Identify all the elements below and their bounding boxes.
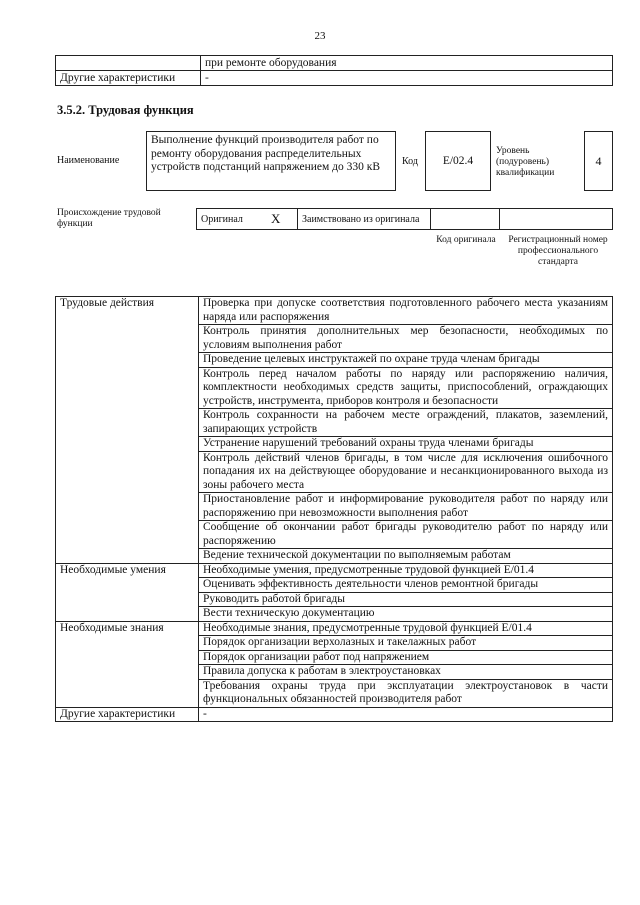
qualification-level-box: 4 (584, 131, 613, 191)
code-label: Код (402, 156, 418, 167)
section-title: Трудовые действия (56, 297, 199, 325)
section-item: Оценивать эффективность деятельности членов ремонтной бригады (199, 578, 613, 593)
table-row (56, 679, 613, 707)
table-row (56, 56, 613, 71)
function-name-box: Выполнение функций производителя работ по ремонту оборудования распределительных устройств подстанций напряжением до 330 кВ (146, 131, 396, 191)
table-row (56, 549, 613, 564)
original-mark: X (267, 209, 298, 230)
table-row (56, 707, 613, 722)
table-row (197, 209, 613, 230)
section-heading: 3.5.2. Трудовая функция (57, 103, 194, 117)
code-caption: Код оригинала (436, 235, 496, 245)
section-title-continuation (56, 607, 199, 622)
table-row (56, 71, 613, 86)
origin-table (196, 208, 613, 230)
section-item: Контроль действий членов бригады, в том числе для исключения ошибочного попадания их на действующее оборудование и несанкционированного выхода из зоны рабочего места (199, 451, 613, 493)
table-row (56, 650, 613, 665)
table-row (56, 297, 613, 325)
section-item: Необходимые умения, предусмотренные трудовой функцией E/01.4 (199, 563, 613, 578)
table-row (56, 493, 613, 521)
table-row (56, 592, 613, 607)
section-title-continuation (56, 578, 199, 593)
section-title-continuation (56, 325, 199, 353)
table-row (56, 409, 613, 437)
section-item: Контроль принятия дополнительных мер безопасности, необходимых по условиям выполнения работ (199, 325, 613, 353)
section-item: Ведение технической документации по выполняемым работам (199, 549, 613, 564)
section-title-continuation (56, 353, 199, 368)
qualification-level-label: Уровень (подуровень) квалификации (496, 146, 555, 178)
table-cell-label (56, 56, 201, 71)
table-row (56, 367, 613, 409)
section-title-continuation (56, 437, 199, 452)
section-title-continuation (56, 409, 199, 437)
table-row (56, 451, 613, 493)
table-row (56, 353, 613, 368)
section-item: Необходимые знания, предусмотренные трудовой функцией E/01.4 (199, 621, 613, 636)
section-item: Требования охраны труда при эксплуатации электроустановок в части функциональных обязанностей производителя работ (199, 679, 613, 707)
function-code-box: E/02.4 (425, 131, 491, 191)
section-title-continuation (56, 636, 199, 651)
origin-label: Происхождение трудовой функции (57, 208, 161, 229)
table-row (56, 665, 613, 680)
section-item: Контроль перед началом работы по наряду или распоряжению наличия, комплектности необходимых средств защиты, приспособлений, ограждающих устройств, инструмента, приборов контроля и безопасности (199, 367, 613, 409)
section-title-continuation (56, 549, 199, 564)
section-title-continuation (56, 665, 199, 680)
original-label: Оригинал (197, 209, 268, 230)
table-row (56, 325, 613, 353)
page-number: 23 (314, 30, 326, 42)
table-row (56, 521, 613, 549)
table-row (56, 621, 613, 636)
section-title: Необходимые умения (56, 563, 199, 578)
registration-number-cell (500, 209, 613, 230)
section-title-continuation (56, 679, 199, 707)
table-cell-value: - (201, 71, 613, 86)
registration-caption: Регистрационный номер профессионального стандарта (508, 235, 608, 267)
section-item: Контроль сохранности на рабочем месте ограждений, плакатов, заземлений, запирающих устройств (199, 409, 613, 437)
original-code-cell (431, 209, 500, 230)
section-title-continuation (56, 493, 199, 521)
table-cell-label: Другие характеристики (56, 71, 201, 86)
section-title: Другие характеристики (56, 707, 199, 722)
section-title-continuation (56, 521, 199, 549)
section-item: Устранение нарушений требований охраны труда членами бригады (199, 437, 613, 452)
table-row (56, 437, 613, 452)
previous-function-table (55, 55, 613, 86)
section-item: Порядок организации верхолазных и такелажных работ (199, 636, 613, 651)
table-cell-value: при ремонте оборудования (201, 56, 613, 71)
borrowed-label: Заимствовано из оригинала (298, 209, 431, 230)
section-item: Проверка при допуске соответствия подготовленного рабочего места указаниям наряда или распоряжения (199, 297, 613, 325)
section-item: Проведение целевых инструктажей по охране труда членам бригады (199, 353, 613, 368)
table-row (56, 578, 613, 593)
section-item: Порядок организации работ под напряжением (199, 650, 613, 665)
section-item: Сообщение об окончании работ бригады руководителю работ по наряду или распоряжению (199, 521, 613, 549)
section-item: Вести техническую документацию (199, 607, 613, 622)
section-title-continuation (56, 592, 199, 607)
section-title-continuation (56, 650, 199, 665)
labor-function-table (55, 296, 613, 722)
section-item: Приостановление работ и информирование руководителя работ по наряду или распоряжению при невозможности выполнения работ (199, 493, 613, 521)
name-label: Наименование (57, 155, 120, 166)
section-title-continuation (56, 451, 199, 493)
section-title: Необходимые знания (56, 621, 199, 636)
section-item: - (199, 707, 613, 722)
section-title-continuation (56, 367, 199, 409)
section-item: Руководить работой бригады (199, 592, 613, 607)
table-row (56, 636, 613, 651)
section-item: Правила допуска к работам в электроустановках (199, 665, 613, 680)
table-row (56, 563, 613, 578)
table-row (56, 607, 613, 622)
